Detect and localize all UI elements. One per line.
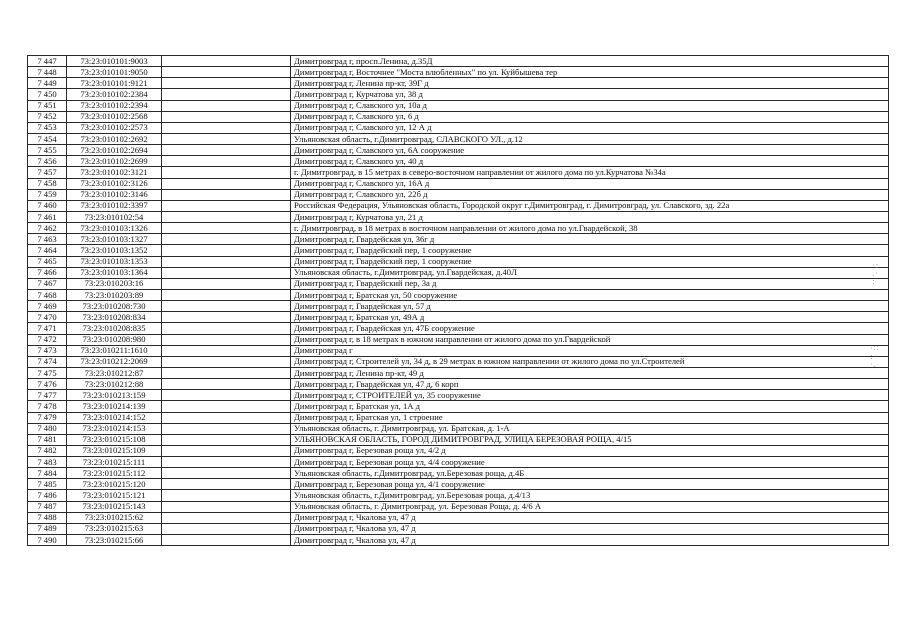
cadastral-number: 73:23:010102:2694 [67,145,162,156]
address-cell: Димитровград г, Братская ул, 50 сооружение [291,289,889,300]
address-cell: Димитровград г, Строителей ул, 34 д, в 29 метрах в южном направлении от жилого дома по ул.Строителей [291,356,889,367]
row-number: 7 479 [28,412,67,423]
table-row [28,122,889,133]
cadastral-number: 73:23:010215:63 [67,523,162,534]
table-row [28,445,889,456]
cadastral-number: 73:23:010102:3397 [67,200,162,211]
table-row [28,133,889,144]
empty-cell [162,334,291,345]
table-row [28,323,889,334]
cadastral-number: 73:23:010212:2069 [67,356,162,367]
table-row [28,334,889,345]
table-row [28,100,889,111]
empty-cell [162,501,291,512]
row-number: 7 468 [28,289,67,300]
table-row [28,457,889,468]
empty-cell [162,234,291,245]
empty-cell [162,356,291,367]
cadastral-number: 73:23:010212:88 [67,379,162,390]
empty-cell [162,367,291,378]
row-number: 7 474 [28,356,67,367]
table-row [28,211,889,222]
address-cell: Димитровград г, Славского ул, 10а д [291,100,889,111]
cadastral-number: 73:23:010215:108 [67,434,162,445]
row-number: 7 462 [28,223,67,234]
address-cell: Димитровград г, Братская ул, 1А д [291,401,889,412]
empty-cell [162,345,291,356]
row-number: 7 460 [28,200,67,211]
row-number: 7 470 [28,312,67,323]
table-row [28,267,889,278]
row-number: 7 485 [28,479,67,490]
table-row [28,535,889,546]
empty-cell [162,78,291,89]
cadastral-number: 73:23:010203:89 [67,289,162,300]
table-row [28,167,889,178]
row-number: 7 459 [28,189,67,200]
cadastral-number: 73:23:010213:159 [67,390,162,401]
cadastral-number: 73:23:010208:980 [67,334,162,345]
row-number: 7 450 [28,89,67,100]
row-number: 7 477 [28,390,67,401]
cadastral-number: 73:23:010101:9050 [67,67,162,78]
empty-cell [162,56,291,67]
row-number: 7 471 [28,323,67,334]
row-number: 7 461 [28,211,67,222]
table-row [28,56,889,67]
row-number: 7 447 [28,56,67,67]
scan-artifact-lower: ·∷ :· ·. [870,344,880,369]
empty-cell [162,111,291,122]
cadastral-number: 73:23:010214:152 [67,412,162,423]
cadastral-number: 73:23:010102:3121 [67,167,162,178]
table-row [28,289,889,300]
empty-cell [162,156,291,167]
address-cell: Димитровград г, Березовая роща ул, 4/2 д [291,445,889,456]
table-row [28,423,889,434]
row-number: 7 486 [28,490,67,501]
address-cell: г. Димитровград, в 18 метрах в восточном направлении от жилого дома по ул.Гвардейской, 38 [291,223,889,234]
cadastral-number: 73:23:010103:1352 [67,245,162,256]
address-cell: Димитровград г, Восточнее "Моста влюбленных" по ул. Куйбышева тер [291,67,889,78]
cadastral-number: 73:23:010215:143 [67,501,162,512]
empty-cell [162,490,291,501]
cadastral-number: 73:23:010203:16 [67,278,162,289]
address-cell: Димитровград г, Гвардейский пер, 3а д [291,278,889,289]
empty-cell [162,256,291,267]
cadastral-number: 73:23:010102:2692 [67,133,162,144]
table-row [28,178,889,189]
cadastral-number: 73:23:010101:9121 [67,78,162,89]
row-number: 7 490 [28,535,67,546]
row-number: 7 455 [28,145,67,156]
address-cell: Димитровград г, Славского ул, 22б д [291,189,889,200]
empty-cell [162,323,291,334]
empty-cell [162,468,291,479]
row-number: 7 465 [28,256,67,267]
cadastral-number: 73:23:010215:121 [67,490,162,501]
table-row [28,223,889,234]
table-row [28,490,889,501]
address-cell: Димитровград г, Гвардейская ул, 47 д, 6 корп [291,379,889,390]
table-row [28,278,889,289]
row-number: 7 456 [28,156,67,167]
cadastral-number: 73:23:010215:66 [67,535,162,546]
table-row [28,245,889,256]
cadastral-number: 73:23:010215:109 [67,445,162,456]
row-number: 7 466 [28,267,67,278]
empty-cell [162,412,291,423]
registry-body [28,56,889,546]
address-cell: г. Димитровград, в 15 метрах в северо-восточном направлении от жилого дома по ул.Курчатова №34а [291,167,889,178]
table-row [28,379,889,390]
address-cell: Димитровград г, Славского ул, 16А д [291,178,889,189]
cadastral-number: 73:23:010102:2394 [67,100,162,111]
address-cell: Димитровград г, просп.Ленина, д.35Д [291,56,889,67]
row-number: 7 457 [28,167,67,178]
address-cell: Димитровград г, Братская ул, 49А д [291,312,889,323]
cadastral-number: 73:23:010102:3126 [67,178,162,189]
empty-cell [162,479,291,490]
cadastral-number: 73:23:010103:1364 [67,267,162,278]
empty-cell [162,301,291,312]
address-cell: Димитровград г, Ленина пр-кт, 49 д [291,367,889,378]
address-cell: УЛЬЯНОВСКАЯ ОБЛАСТЬ, ГОРОД ДИМИТРОВГРАД, УЛИЦА БЕРЕЗОВАЯ РОЩА, 4/15 [291,434,889,445]
cadastral-number: 73:23:010103:1326 [67,223,162,234]
address-cell: Димитровград г, Чкалова ул, 47 д [291,512,889,523]
empty-cell [162,535,291,546]
empty-cell [162,189,291,200]
empty-cell [162,289,291,300]
table-row [28,156,889,167]
row-number: 7 467 [28,278,67,289]
address-cell: Димитровград г, в 18 метрах в южном направлении от жилого дома по ул.Гвардейской [291,334,889,345]
empty-cell [162,200,291,211]
address-cell: Димитровград г, СТРОИТЕЛЕЙ ул, 35 сооружение [291,390,889,401]
empty-cell [162,278,291,289]
address-cell: Димитровград г, Славского ул, 40 д [291,156,889,167]
address-cell: Димитровград г, Гвардейская ул, 36г д [291,234,889,245]
empty-cell [162,145,291,156]
empty-cell [162,445,291,456]
address-cell: Димитровград г, Гвардейская ул, 57 д [291,301,889,312]
cadastral-number: 73:23:010102:2568 [67,111,162,122]
empty-cell [162,178,291,189]
row-number: 7 454 [28,133,67,144]
row-number: 7 487 [28,501,67,512]
empty-cell [162,211,291,222]
address-cell: Ульяновская область, г. Димитровград, ул. Братская, д. 1-А [291,423,889,434]
empty-cell [162,67,291,78]
row-number: 7 483 [28,457,67,468]
table-row [28,256,889,267]
address-cell: Ульяновская область, г.Димитровград, СЛАВСКОГО УЛ., д.12 [291,133,889,144]
row-number: 7 481 [28,434,67,445]
row-number: 7 489 [28,523,67,534]
row-number: 7 464 [28,245,67,256]
empty-cell [162,267,291,278]
cadastral-number: 73:23:010214:139 [67,401,162,412]
address-cell: Димитровград г, Гвардейская ул, 47Б сооружение [291,323,889,334]
table-row [28,111,889,122]
cadastral-number: 73:23:010211:1610 [67,345,162,356]
address-cell: Димитровград г, Курчатова ул, 38 д [291,89,889,100]
cadastral-number: 73:23:010101:9003 [67,56,162,67]
table-row [28,501,889,512]
row-number: 7 476 [28,379,67,390]
row-number: 7 475 [28,367,67,378]
table-row [28,345,889,356]
table-row [28,479,889,490]
table-row [28,468,889,479]
empty-cell [162,390,291,401]
table-row [28,390,889,401]
cadastral-number: 73:23:010103:1327 [67,234,162,245]
table-row [28,78,889,89]
table-row [28,401,889,412]
registry-table [27,55,889,546]
empty-cell [162,512,291,523]
table-row [28,356,889,367]
table-row [28,89,889,100]
empty-cell [162,122,291,133]
cadastral-number: 73:23:010103:1353 [67,256,162,267]
table-row [28,145,889,156]
address-cell: Димитровград г, Славского ул, 12 А д [291,122,889,133]
cadastral-number: 73:23:010214:153 [67,423,162,434]
cadastral-number: 73:23:010215:112 [67,468,162,479]
row-number: 7 449 [28,78,67,89]
address-cell: Ульяновская область, г.Димитровград, ул.Березовая роща, д.4Б [291,468,889,479]
cadastral-number: 73:23:010215:120 [67,479,162,490]
table-row [28,512,889,523]
address-cell: Ульяновская область, г.Димитровград, ул.Березовая роща, д.4/13 [291,490,889,501]
address-cell: Димитровград г, Ленина пр-кт, 39Г д [291,78,889,89]
table-row [28,434,889,445]
empty-cell [162,167,291,178]
cadastral-number: 73:23:010102:54 [67,211,162,222]
table-row [28,67,889,78]
table-row [28,367,889,378]
table-row [28,523,889,534]
row-number: 7 469 [28,301,67,312]
row-number: 7 473 [28,345,67,356]
address-cell: Димитровград г, Березовая роща ул, 4/1 сооружение [291,479,889,490]
empty-cell [162,245,291,256]
row-number: 7 458 [28,178,67,189]
cadastral-number: 73:23:010215:111 [67,457,162,468]
table-row [28,234,889,245]
row-number: 7 488 [28,512,67,523]
cadastral-number: 73:23:010215:62 [67,512,162,523]
empty-cell [162,379,291,390]
empty-cell [162,434,291,445]
cadastral-number: 73:23:010208:834 [67,312,162,323]
address-cell: Димитровград г, Славского ул, 6 д [291,111,889,122]
row-number: 7 448 [28,67,67,78]
cadastral-number: 73:23:010102:2384 [67,89,162,100]
cadastral-number: 73:23:010102:2573 [67,122,162,133]
empty-cell [162,457,291,468]
row-number: 7 453 [28,122,67,133]
scan-artifact-upper: ·: .· : [872,261,880,286]
row-number: 7 472 [28,334,67,345]
table-row [28,200,889,211]
cadastral-number: 73:23:010212:87 [67,367,162,378]
address-cell: Димитровград г [291,345,889,356]
address-cell: Димитровград г, Гвардейский пер, 1 сооружение [291,245,889,256]
empty-cell [162,100,291,111]
address-cell: Российская Федерация, Ульяновская область, Городской округ г.Димитровград, г. Димитровград, ул. Славского, зд. 22а [291,200,889,211]
address-cell: Ульяновская область, г. Димитровград, ул. Березовая Роща, д. 4/6 А [291,501,889,512]
empty-cell [162,89,291,100]
empty-cell [162,223,291,234]
table-row [28,312,889,323]
empty-cell [162,423,291,434]
row-number: 7 478 [28,401,67,412]
address-cell: Димитровград г, Гвардейский пер, 1 сооружение [291,256,889,267]
empty-cell [162,523,291,534]
address-cell: Димитровград г, Чкалова ул, 47 д [291,535,889,546]
row-number: 7 452 [28,111,67,122]
empty-cell [162,133,291,144]
cadastral-number: 73:23:010102:2699 [67,156,162,167]
table-row [28,301,889,312]
address-cell: Димитровград г, Березовая роща ул, 4/4 сооружение [291,457,889,468]
row-number: 7 480 [28,423,67,434]
table-row [28,189,889,200]
address-cell: Ульяновская область, г.Димитровград, ул.Гвардейская, д.40Л [291,267,889,278]
empty-cell [162,401,291,412]
empty-cell [162,312,291,323]
address-cell: Димитровград г, Чкалова ул, 47 д [291,523,889,534]
cadastral-number: 73:23:010208:730 [67,301,162,312]
row-number: 7 482 [28,445,67,456]
row-number: 7 451 [28,100,67,111]
row-number: 7 484 [28,468,67,479]
address-cell: Димитровград г, Курчатова ул, 21 д [291,211,889,222]
cadastral-number: 73:23:010102:3146 [67,189,162,200]
address-cell: Димитровград г, Братская ул, 1 строение [291,412,889,423]
address-cell: Димитровград г, Славского ул, 6А сооружение [291,145,889,156]
table-row [28,412,889,423]
row-number: 7 463 [28,234,67,245]
cadastral-number: 73:23:010208:835 [67,323,162,334]
